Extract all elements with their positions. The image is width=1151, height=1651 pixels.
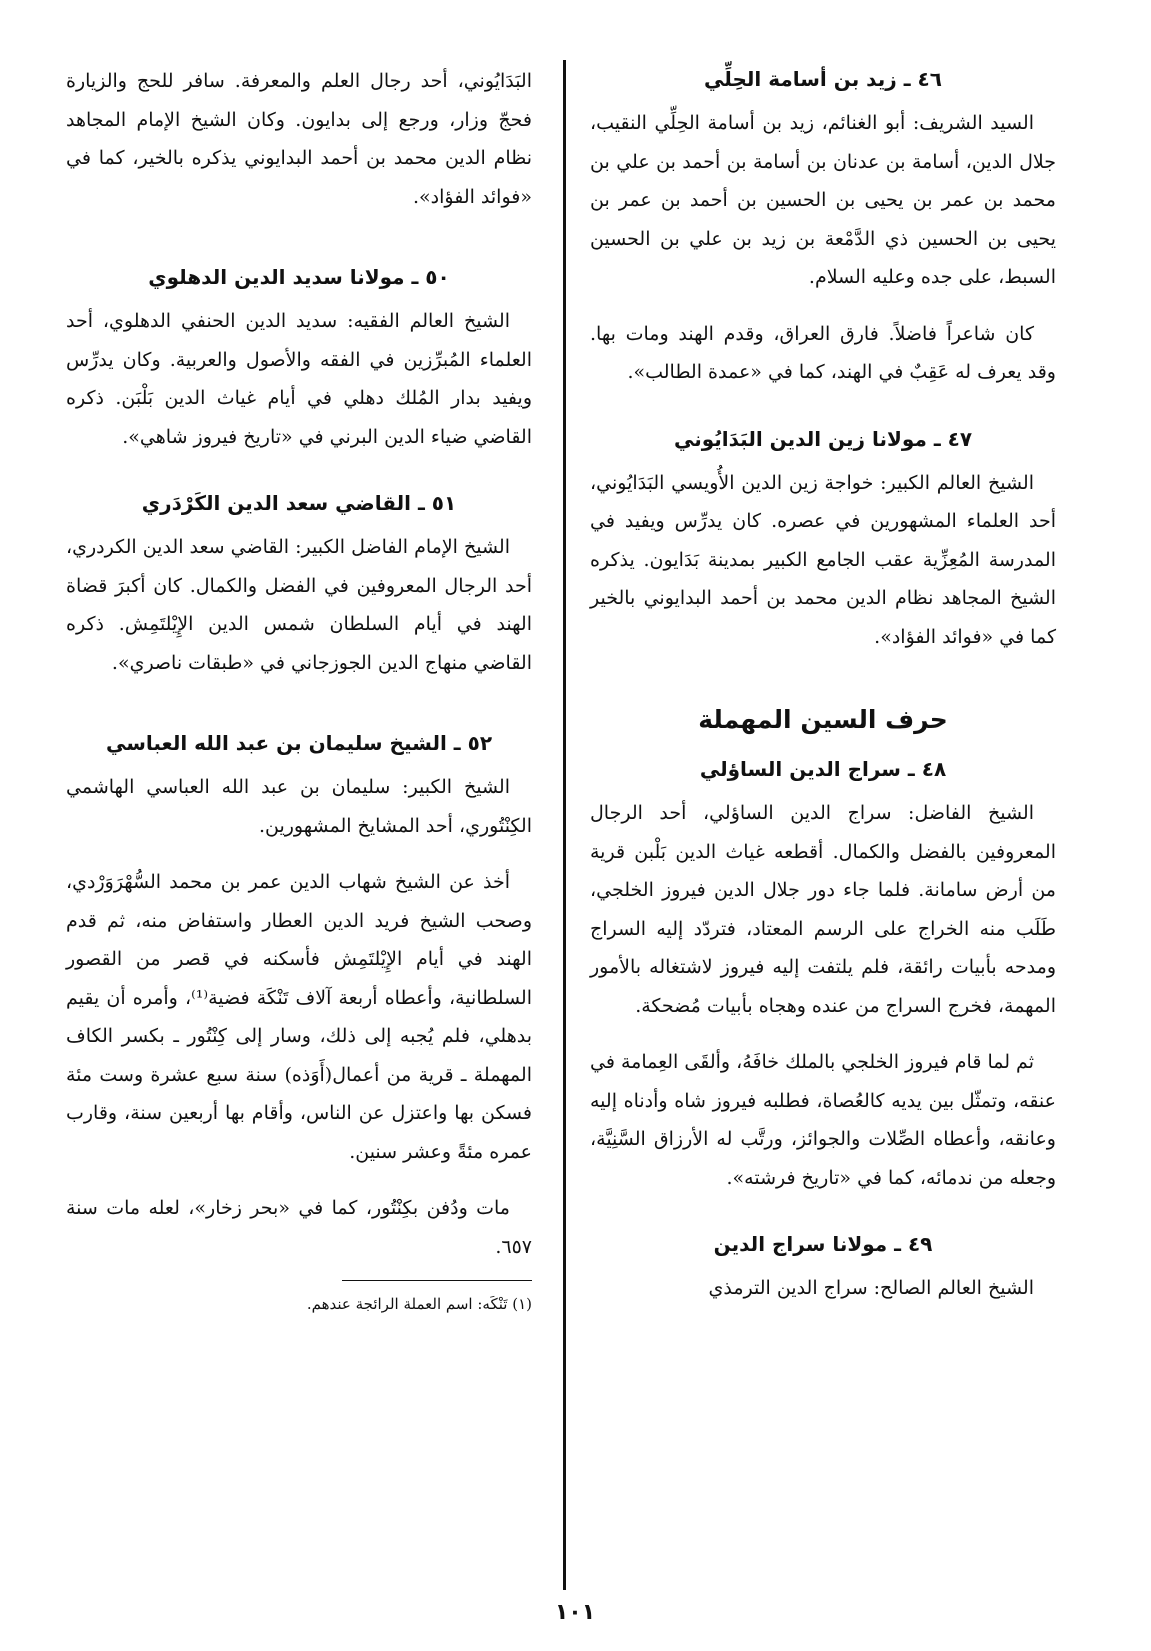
entry-52-paragraph-3: مات ودُفن بكِنْتُور، كما في «بحر زخار»، لعله مات سنة ٦٥٧. <box>66 1197 532 1258</box>
entry-46-paragraph-2: كان شاعراً فاضلاً. فارق العراق، وقدم الهند ومات بها. وقد يعرف له عَقِبٌ في الهند، كما في «عمدة الطالب». <box>590 322 1056 383</box>
entry-51-paragraph-1: الشيخ الإمام الفاضل الكبير: القاضي سعد الدين الكردري، أحد الرجال المعروفين في الفضل والكمال. كان أكبرَ قضاة الهند في أيام السلطان شمس الدين الإِيْلتَمِش. ذكره القاضي منهاج الدين الجوزجاني في «طبقات ناصري». <box>65 536 532 674</box>
entry-48-heading: ٤٨ ـ سراج الدين الساؤلي <box>699 757 947 781</box>
entry-46-heading: ٤٦ ـ زيد بن أسامة الحِلِّي <box>704 67 942 91</box>
entry-47-heading: ٤٧ ـ مولانا زين الدين البَدَايُوني <box>673 426 973 451</box>
section-heading-sin: حرف السين المهملة <box>698 705 948 734</box>
entry-52-paragraph-1: الشيخ الكبير: سليمان بن عبد الله العباسي الهاشمي الكِنْتُوري، أحد المشايخ المشهورين. <box>66 776 532 837</box>
entry-52-paragraph-2: أخذ عن الشيخ شهاب الدين عمر بن محمد السُّهْرَوَرْدي، وصحب الشيخ فريد الدين العطار واستفاض منه، ثم قدم الهند في أيام الإِيْلتَمِش فأسكنه في قصر من القصور السلطانية، وأعطاه أربعة آلاف تَنْكَة فضية⁽¹⁾، وأمره أن يقيم بدهلي، فلم يُجبه إلى ذلك، وسار إلى كِنْتُور ـ بكسر الكاف المهملة ـ قرية من أعمال(أَوَذه) سنة سبع عشرة وست مئة فسكن بها واعتزل عن الناس، وأقام بها أربعين سنة، وقارب عمره مئةً وعشر سنين. <box>66 871 533 1163</box>
entry-48-paragraph-2: ثم لما قام فيروز الخلجي بالملك خافَهُ، وألقَى العِمامة في عنقه، وتمثّل بين يديه كالعُصاة، فطلبه فيروز شاه وأدناه إليه وعانقه، وأعطاه الصِّلات والجوائز، ورتَّب له الأرزاق السَّنِيَّة، وجعله من ندمائه، كما في «تاريخ فرشته». <box>590 1051 1056 1189</box>
entry-50-paragraph-1: الشيخ العالم الفقيه: سديد الدين الحنفي الدهلوي، أحد العلماء المُبرِّزين في الفقه والأصول والعربية. وكان يدرِّس ويفيد بدار المُلك دهلي في أيام غياث الدين بَلْبَن. ذكره القاضي ضياء الدين البرني في «تاريخ فيروز شاهي». <box>66 310 532 448</box>
footnote-rule <box>342 1280 532 1281</box>
column-divider <box>563 60 566 1590</box>
page-number: ١٠١ <box>554 1600 596 1625</box>
entry-47-paragraph-1: الشيخ العالم الكبير: خواجة زين الدين الأُويسي البَدَايُوني، أحد العلماء المشهورين في عصره. كان يدرِّس ويفيد في المدرسة المُعِزِّية عقب الجامع الكبير بمدينة بَدَايون. يذكره الشيخ المجاهد نظام الدين محمد بن أحمد البدايوني بالخير كما في «فوائد الفؤاد». <box>590 471 1056 648</box>
entry-49-heading: ٤٩ ـ مولانا سراج الدين <box>713 1232 933 1256</box>
continuation-paragraph: البَدَايُوني، أحد رجال العلم والمعرفة. سافر للحج والزيارة فحجّ وزار، ورجع إلى بدايون. وكان الشيخ الإمام المجاهد نظام الدين محمد بن أحمد البدايوني يذكره بالخير، كما في «فوائد الفؤاد». <box>66 70 532 208</box>
entry-49-paragraph-1: الشيخ العالم الصالح: سراج الدين الترمذي <box>708 1277 1034 1299</box>
entry-50-heading: ٥٠ ـ مولانا سديد الدين الدهلوي <box>148 265 450 289</box>
entry-52-heading: ٥٢ ـ الشيخ سليمان بن عبد الله العباسي <box>105 731 493 755</box>
left-column <box>66 62 532 1315</box>
entry-51-heading: ٥١ ـ القاضي سعد الدين الكَرْدَري <box>141 491 457 515</box>
entry-48-paragraph-1: الشيخ الفاضل: سراج الدين الساؤلي، أحد الرجال المعروفين بالفضل والكمال. أقطعه غياث الدين بَلْبن قرية من أرض سامانة. فلما جاء دور جلال الدين فيروز الخلجي، طَلَب منه الخراج على الرسم المعتاد، فتردّد إليه السراج ومدحه بأبيات رائقة، فلم يلتفت إليه فيروز لاشتغاله بالأمور المهمة، فخرج السراج من عنده وهجاه بأبيات مُضحكة. <box>590 802 1056 1017</box>
right-column <box>590 62 1056 1308</box>
footnote: (١) تَنْكَه: اسم العملة الرائجة عندهم. <box>306 1295 532 1313</box>
entry-46-paragraph-1: السيد الشريف: أبو الغنائم، زيد بن أسامة الحِلِّي النقيب، جلال الدين، أسامة بن عدنان بن أسامة بن أحمد بن علي بن محمد بن عمر بن يحيى بن الحسين بن أحمد بن عمر بن يحيى بن الحسين ذي الدَّمْعة بن زيد بن علي بن الحسين السبط، على جده وعليه السلام. <box>590 112 1056 288</box>
